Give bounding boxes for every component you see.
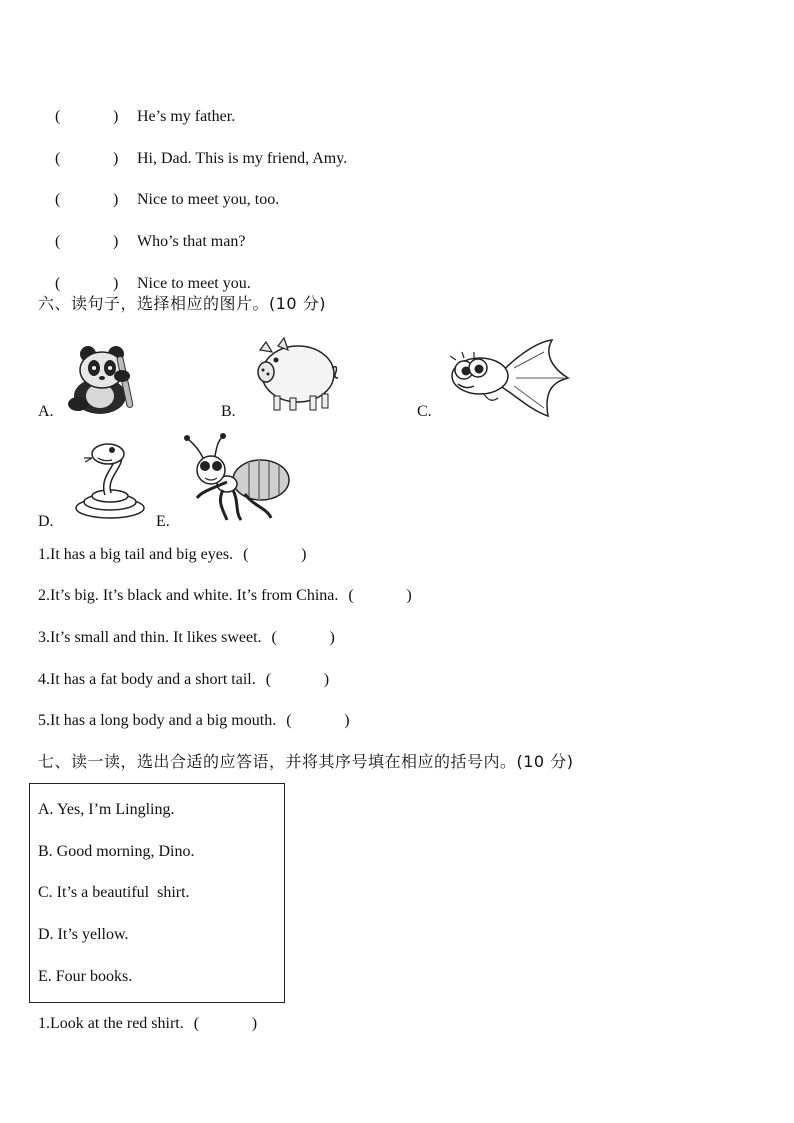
option-item: B. Good morning, Dino.	[38, 843, 195, 860]
answer-paren-close: )	[113, 108, 119, 125]
answer-blank[interactable]: ( )	[271, 629, 335, 646]
ant-icon	[183, 432, 293, 524]
dialogue-line	[47, 212, 245, 252]
answer-blank[interactable]: ( )	[348, 587, 412, 604]
question-line	[38, 1014, 257, 1034]
picture-label-b: B.	[221, 403, 236, 420]
question-line	[38, 711, 350, 731]
answer-blank[interactable]: ( )	[265, 671, 330, 688]
dialogue-text: Nice to meet you.	[137, 275, 251, 292]
answer-blank[interactable]: ( )	[286, 712, 350, 729]
section6-heading: 六、读句子，选择相应的图片。(10 分)	[38, 294, 326, 313]
option-item: E. Four books.	[38, 968, 133, 985]
answer-paren-open[interactable]: (	[55, 150, 61, 167]
pig-icon	[250, 336, 340, 416]
picture-label-a: A.	[38, 403, 54, 420]
picture-label-d: D.	[38, 513, 54, 530]
question-text: 3.It’s small and thin. It likes sweet.	[38, 629, 262, 646]
dialogue-text: Hi, Dad. This is my friend, Amy.	[137, 150, 348, 167]
dialogue-line	[47, 129, 347, 169]
answer-blank[interactable]: ( )	[243, 546, 307, 563]
answer-paren-open[interactable]: (	[55, 233, 61, 250]
question-line	[38, 670, 329, 690]
question-text: 1.Look at the red shirt.	[38, 1015, 184, 1032]
panda-icon	[64, 342, 144, 416]
goldfish-icon	[444, 338, 572, 418]
dialogue-text: Nice to meet you, too.	[137, 191, 280, 208]
question-text: 4.It has a fat body and a short tail.	[38, 671, 256, 688]
answer-paren-close: )	[113, 150, 119, 167]
question-text: 1.It has a big tail and big eyes.	[38, 546, 234, 563]
option-item: D. It’s yellow.	[38, 926, 129, 943]
dialogue-text: Who’s that man?	[137, 233, 246, 250]
answer-paren-close: )	[113, 275, 119, 292]
dialogue-text: He’s my father.	[137, 108, 236, 125]
answer-paren-open[interactable]: (	[55, 108, 61, 125]
question-line	[38, 545, 306, 565]
answer-paren-open[interactable]: (	[55, 275, 61, 292]
dialogue-line	[47, 87, 235, 127]
answer-paren-open[interactable]: (	[55, 191, 61, 208]
question-line	[38, 628, 335, 648]
section7-heading: 七、读一读，选出合适的应答语，并将其序号填在相应的括号内。(10 分)	[38, 752, 574, 771]
answer-paren-close: )	[113, 233, 119, 250]
dialogue-line	[47, 254, 251, 294]
dialogue-line	[47, 170, 279, 210]
option-item: A. Yes, I’m Lingling.	[38, 801, 175, 818]
answer-blank[interactable]: ( )	[193, 1015, 258, 1032]
question-text: 5.It has a long body and a big mouth.	[38, 712, 277, 729]
answer-paren-close: )	[113, 191, 119, 208]
picture-label-e: E.	[156, 513, 170, 530]
question-line	[38, 586, 412, 606]
snake-icon	[72, 436, 150, 522]
picture-label-c: C.	[417, 403, 432, 420]
option-item: C. It’s a beautiful shirt.	[38, 884, 190, 901]
question-text: 2.It’s big. It’s black and white. It’s from China.	[38, 587, 339, 604]
